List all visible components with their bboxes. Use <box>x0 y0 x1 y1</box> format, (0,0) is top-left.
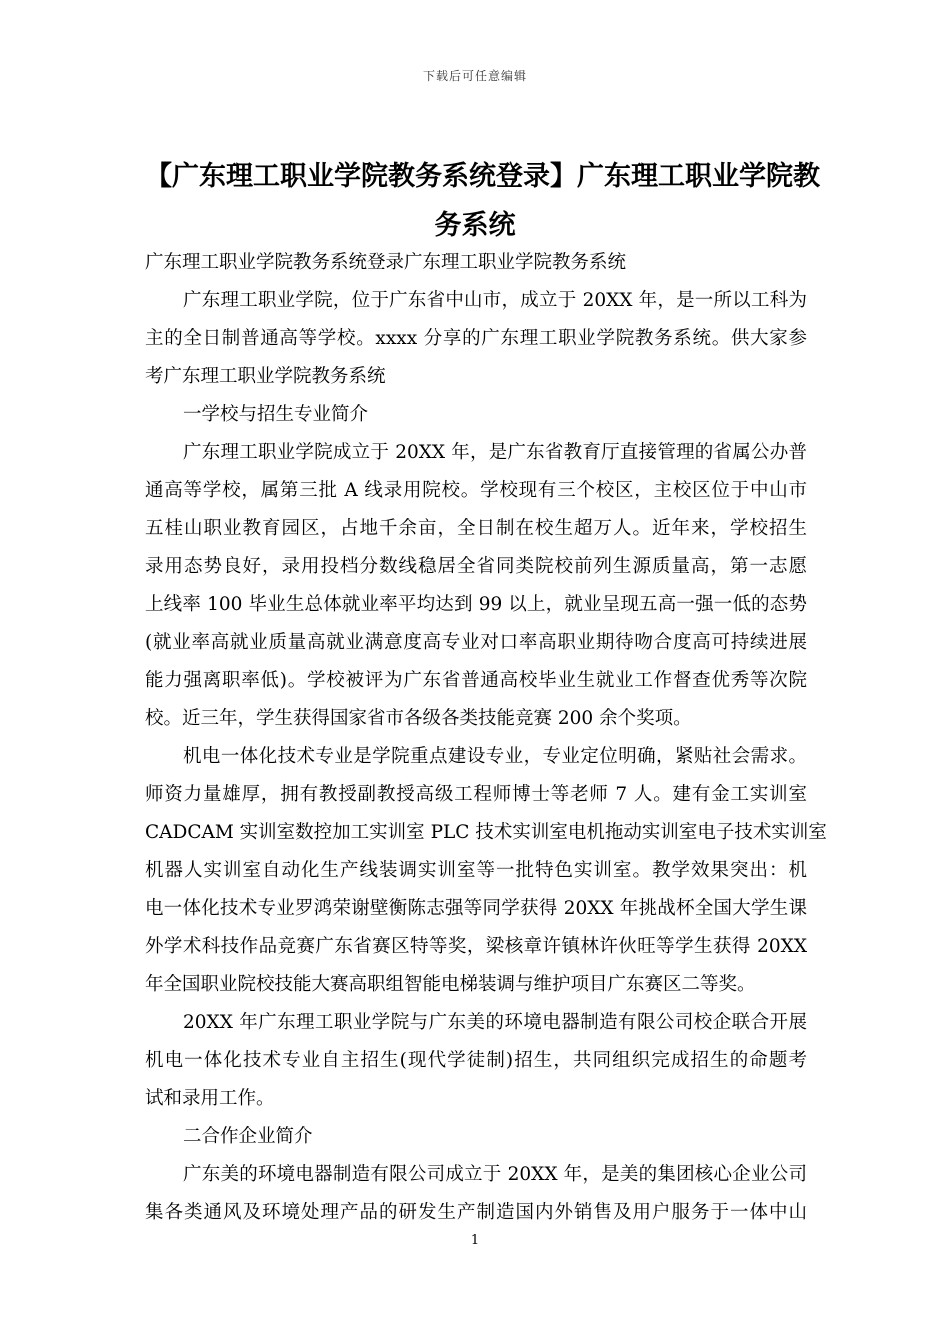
paragraph-3-line: 外学术科技作品竞赛广东省赛区特等奖，梁核章许镇林许伙旺等学生获得 20XX <box>145 936 807 957</box>
paragraph-2-line: 五桂山职业教育园区，占地千余亩，全日制在校生超万人。近年来，学校招生 <box>145 518 807 539</box>
section-heading-1: 一学校与招生专业简介 <box>183 404 369 425</box>
document-title-line-2: 务系统 <box>434 210 516 241</box>
header-note: 下载后可任意编辑 <box>422 69 527 83</box>
paragraph-3-line: 年全国职业院校技能大赛高职组智能电梯装调与维护项目广东赛区二等奖。 <box>145 974 756 995</box>
paragraph-2-line: 录用态势良好，录用投档分数线稳居全省同类院校前列生源质量高，第一志愿 <box>145 556 807 577</box>
paragraph-5-line: 集各类通风及环境处理产品的研发生产制造国内外销售及用户服务于一体中山 <box>145 1202 807 1223</box>
paragraph-4-line: 机电一体化技术专业自主招生(现代学徒制)招生，共同组织完成招生的命题考 <box>145 1050 807 1071</box>
subtitle-line: 广东理工职业学院教务系统登录广东理工职业学院教务系统 <box>145 252 627 273</box>
paragraph-2-line: 广东理工职业学院成立于 20XX 年，是广东省教育厅直接管理的省属公办普 <box>183 442 807 463</box>
paragraph-1-line: 主的全日制普通高等学校。xxxx 分享的广东理工职业学院教务系统。供大家参 <box>145 328 807 349</box>
paragraph-2-line: (就业率高就业质量高就业满意度高专业对口率高职业期待吻合度高可持续进展 <box>145 632 807 653</box>
paragraph-3-line: 电一体化技术专业罗鸿荣谢壁衡陈志强等同学获得 20XX 年挑战杯全国大学生课 <box>145 898 807 919</box>
paragraph-3-line: CADCAM 实训室数控加工实训室 PLC 技术实训室电机拖动实训室电子技术实训室 <box>145 822 827 843</box>
paragraph-3-line: 机器人实训室自动化生产线装调实训室等一批特色实训室。教学效果突出：机 <box>145 860 807 881</box>
paragraph-3-line: 机电一体化技术专业是学院重点建设专业，专业定位明确，紧贴社会需求。 <box>183 746 807 767</box>
paragraph-4-line: 试和录用工作。 <box>145 1088 275 1109</box>
paragraph-4-line: 20XX 年广东理工职业学院与广东美的环境电器制造有限公司校企联合开展 <box>183 1012 807 1033</box>
section-heading-2: 二合作企业简介 <box>183 1126 313 1147</box>
paragraph-2-line: 能力强离职率低)。学校被评为广东省普通高校毕业生就业工作督查优秀等次院 <box>145 670 807 691</box>
paragraph-1-line: 考广东理工职业学院教务系统 <box>145 366 386 387</box>
paragraph-2-line: 校。近三年，学生获得国家省市各级各类技能竞赛 200 余个奖项。 <box>145 708 692 729</box>
paragraph-2-line: 上线率 100 毕业生总体就业率平均达到 99 以上，就业呈现五高一强一低的态势 <box>145 594 807 615</box>
document-title-line-1: 【广东理工职业学院教务系统登录】广东理工职业学院教 <box>145 161 820 192</box>
paragraph-5-line: 广东美的环境电器制造有限公司成立于 20XX 年，是美的集团核心企业公司 <box>183 1164 807 1185</box>
page-number: 1 <box>470 1233 480 1248</box>
paragraph-3-line: 师资力量雄厚，拥有教授副教授高级工程师博士等老师 7 人。建有金工实训室 <box>145 784 807 805</box>
paragraph-2-line: 通高等学校，属第三批 A 线录用院校。学校现有三个校区，主校区位于中山市 <box>145 480 807 501</box>
paragraph-1-line: 广东理工职业学院，位于广东省中山市，成立于 20XX 年，是一所以工科为 <box>183 290 807 311</box>
